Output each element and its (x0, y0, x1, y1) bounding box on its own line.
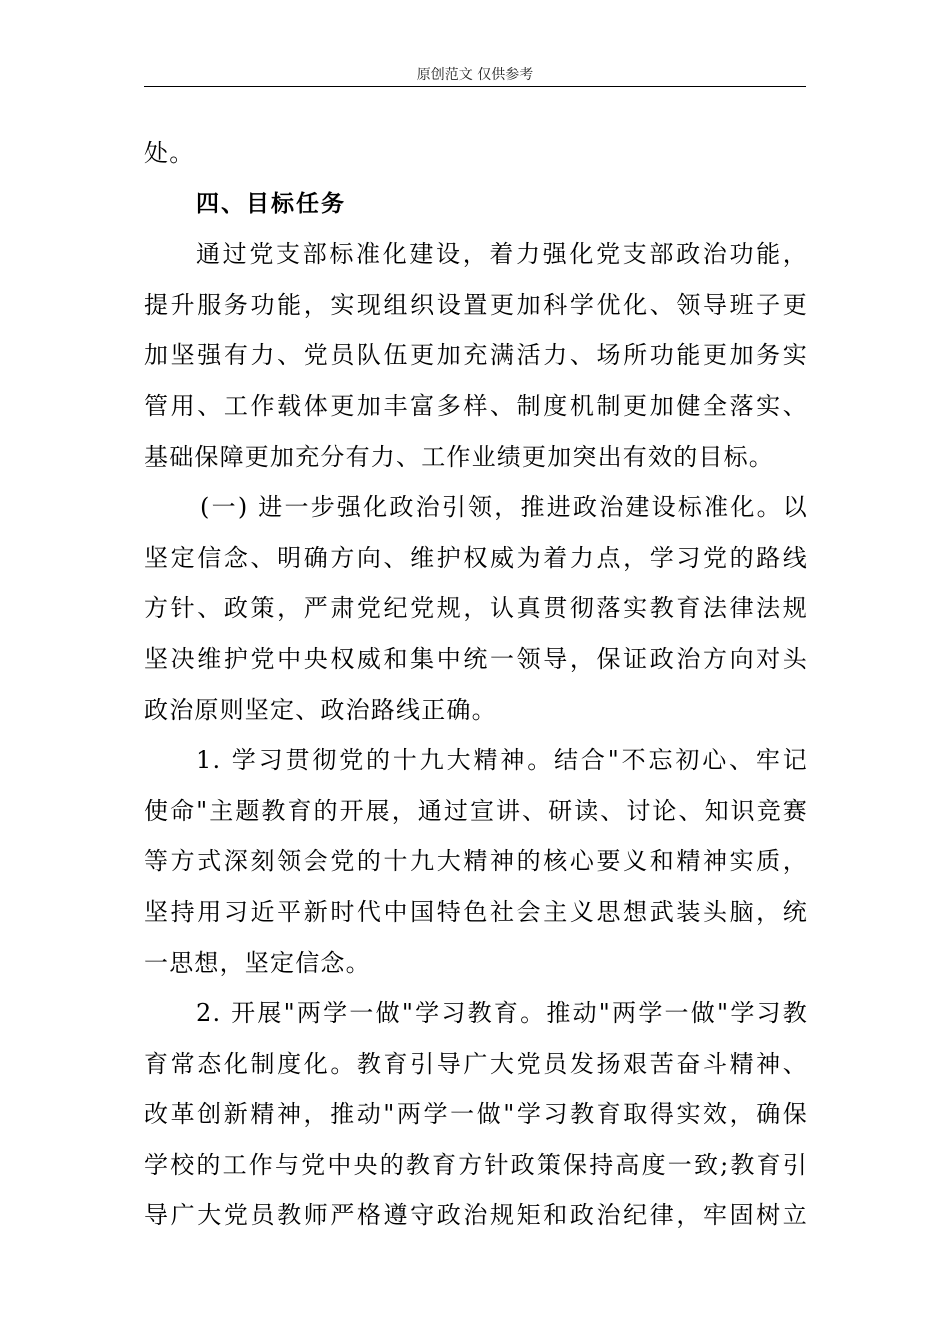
text-line: 使命"主题教育的开展，通过宣讲、研读、讨论、知识竞赛 (144, 796, 808, 825)
text-line: 坚持用习近平新时代中国特色社会主义思想武装头脑，统 (144, 897, 808, 926)
text-line: 基础保障更加充分有力、工作业绩更加突出有效的目标。 (144, 442, 774, 471)
text-line: 改革创新精神，推动"两学一做"学习教育取得实效，确保 (144, 1100, 808, 1129)
paragraph-first-line: (一) 进一步强化政治引领，推进政治建设标准化。以 (200, 493, 808, 522)
text-line: 学校的工作与党中央的教育方针政策保持高度一致;教育引 (144, 1150, 808, 1179)
text-line: 导广大党员教师严格遵守政治规矩和政治纪律，牢固树立 (144, 1201, 808, 1230)
section-heading: 四、目标任务 (196, 190, 346, 217)
text-line: 提升服务功能，实现组织设置更加科学优化、领导班子更 (144, 290, 808, 319)
text-line: 加坚强有力、党员队伍更加充满活力、场所功能更加务实 (144, 341, 808, 370)
text-line: 管用、工作载体更加丰富多样、制度机制更加健全落实、 (144, 391, 808, 420)
text-line: 坚定信念、明确方向、维护权威为着力点，学习党的路线 (144, 543, 808, 572)
header-rule (144, 86, 806, 87)
paragraph-first-line: 通过党支部标准化建设，着力强化党支部政治功能， (196, 240, 808, 269)
paragraph-first-line: 1. 学习贯彻党的十九大精神。结合"不忘初心、牢记 (196, 746, 808, 775)
document-body (144, 128, 808, 1241)
page-header: 原创范文 仅供参考 (416, 67, 534, 83)
text-line: 方针、政策，严肃党纪党规，认真贯彻落实教育法律法规 (144, 594, 808, 623)
text-line: 等方式深刻领会党的十九大精神的核心要义和精神实质， (144, 847, 808, 876)
text-line: 育常态化制度化。教育引导广大党员发扬艰苦奋斗精神、 (144, 1049, 808, 1078)
paragraph-first-line: 2. 开展"两学一做"学习教育。推动"两学一做"学习教 (196, 999, 808, 1028)
text-line: 政治原则坚定、政治路线正确。 (144, 695, 497, 724)
text-line: 坚决维护党中央权威和集中统一领导，保证政治方向对头 (144, 644, 808, 673)
text-line: 一思想，坚定信念。 (144, 948, 371, 977)
text-line: 处。 (144, 139, 195, 167)
